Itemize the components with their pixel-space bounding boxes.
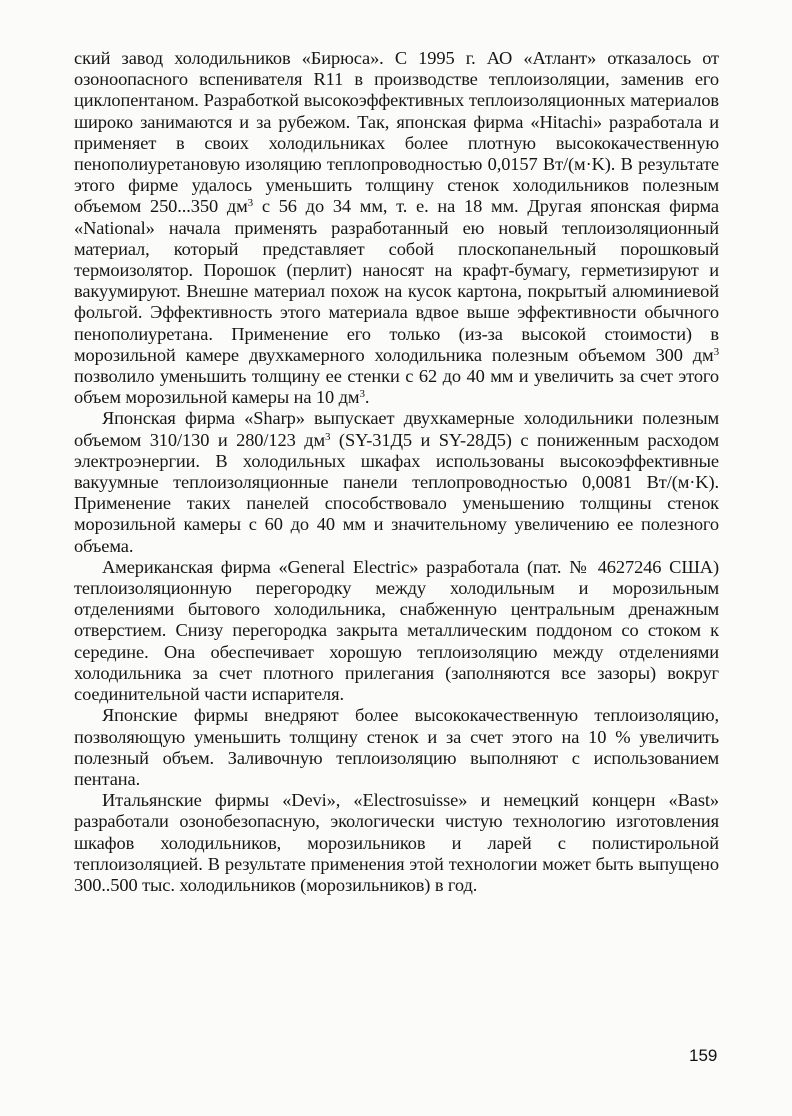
text-run: . [364, 387, 370, 408]
paragraph [74, 408, 719, 556]
text-run: (SY-31Д5 и SY-28Д5) с пониженным расходом электроэнергии. В холодильных шкафах использованы высокоэффективные вакуумные теплоизоляционные панели теплопроводностью 0,0081 Вт/(м·K). Применение таких панелей способствовало уменьшению толщины стенок морозильной камеры с 60 до 40 мм и значительному увеличению ее полезного объема. [74, 429, 719, 556]
body-text [74, 48, 719, 896]
paragraph [74, 790, 719, 896]
text-run: с 56 до 34 мм, т. е. на 18 мм. Другая японская фирма «National» начала применять разработанный ею новый теплоизоляционный материал, который представляет собой плоскопанельный порошковый термоизолятор. Порошок (перлит) наносят на крафт-бумагу, герметизируют и вакуумируют. Внешне материал похож на кусок картона, покрытый алюминиевой фольгой. Эффективность этого материала вдвое выше эффективности обычного пенополиуретана. Применение его только (из-за высокой стоимости) в морозильной камере двухкамерного холодильника полезным объемом 300 дм [74, 196, 719, 365]
paragraph [74, 48, 719, 408]
superscript: 3 [359, 388, 365, 401]
text-run: Японские фирмы внедряют более высококачественную теплоизоляцию, позволяющую уменьшить толщину стенок и за счет этого на 10 % увеличить полезный объем. Заливочную теплоизоляцию выполняют с использованием пентана. [74, 705, 719, 789]
text-run: Итальянские фирмы «Devi», «Electrosuisse» и немецкий концерн «Bast» разработали озонобезопасную, экологически чистую технологию изготовления шкафов холодильников, морозильников и ларей с полистирольной теплоизоляцией. В результате применения этой технологии может быть выпущено 300..500 тыс. холодильников (морозильников) в год. [74, 790, 719, 895]
paragraph [74, 557, 719, 705]
superscript: 3 [713, 345, 719, 358]
page-number: 159 [689, 1046, 718, 1065]
paragraph [74, 705, 719, 790]
superscript: 3 [247, 197, 254, 210]
text-run: позволило уменьшить толщину ее стенки с 62 до 40 мм и увеличить за счет этого объем морозильной камеры на 10 дм [74, 366, 719, 408]
superscript: 3 [325, 430, 331, 443]
text-run: ский завод холодильников «Бирюса». С 1995 г. АО «Атлант» отказалось от озоноопасного вспенивателя R11 в производстве теплоизоляции, заменив его циклопентаном. Разработкой высокоэффективных теплоизоляционных материалов широко занимаются и за рубежом. Так, японская фирма «Hitachi» разработала и применяет в своих холодильниках более плотную высококачественную пенополиуретановую изоляцию теплопроводностью 0,0157 Вт/(м·K). В результате этого фирме удалось уменьшить толщину стенок холодильников полезным объемом 250...350 дм [74, 48, 719, 217]
text-run: Американская фирма «General Electric» разработала (пат. № 4627246 США) теплоизоляционную перегородку между холодильным и морозильным отделениями бытового холодильника, снабженную центральным дренажным отверстием. Снизу перегородка закрыта металлическим поддоном со стоком к середине. Она обеспечивает хорошую теплоизоляцию между отделениями холодильника за счет плотного прилегания (заполняются все зазоры) вокруг соединительной части испарителя. [74, 556, 719, 705]
text-run: Японская фирма «Sharp» выпускает двухкамерные холодильники полезным объемом 310/130 и 280/123 дм [74, 408, 719, 450]
